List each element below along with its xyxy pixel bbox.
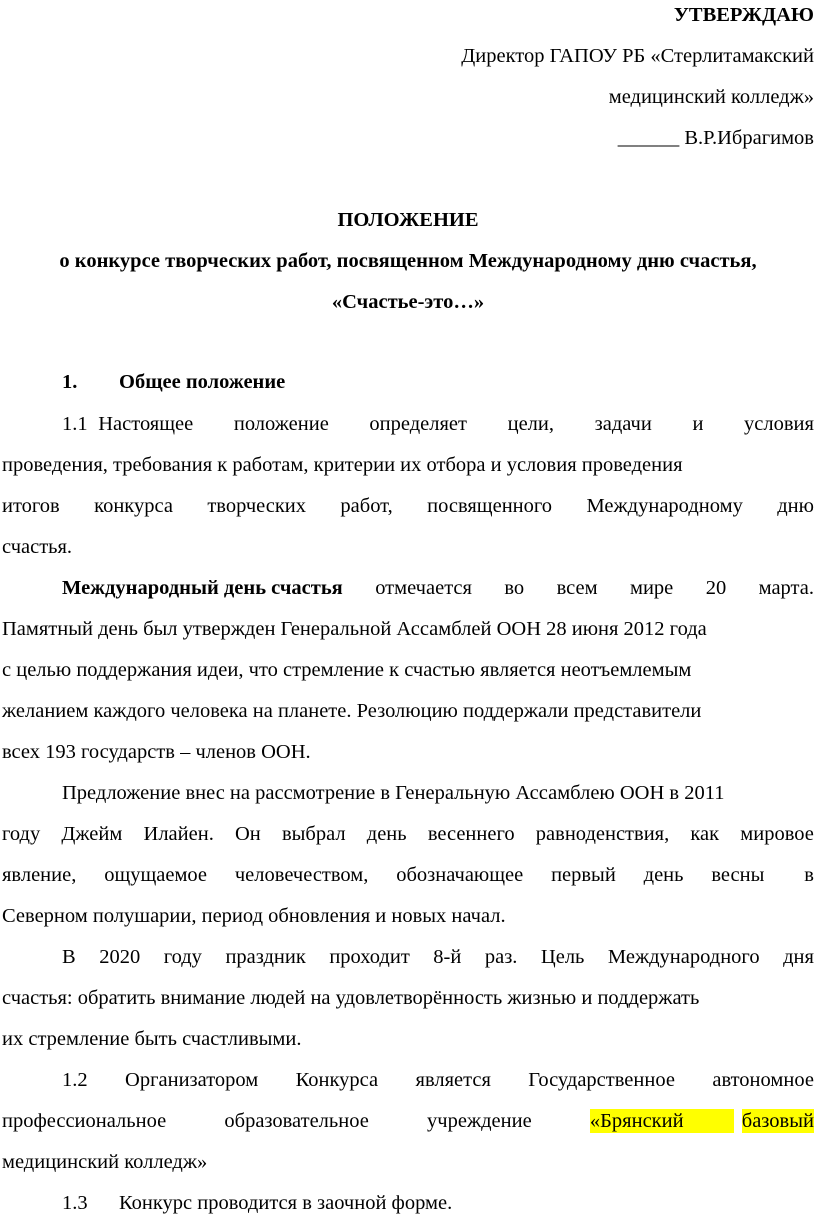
- pB-line-1: Предложение внес на рассмотрение в Генеральную Ассамблею ООН в 2011: [62, 782, 725, 804]
- word: ощущаемое: [104, 864, 208, 886]
- p12-line-2: [2, 1109, 814, 1133]
- word: 20: [705, 577, 727, 599]
- document-subtitle-2: «Счастье-это…»: [331, 291, 485, 313]
- word: всем: [556, 577, 598, 599]
- word: Настоящее: [98, 413, 194, 435]
- word: 2020: [99, 946, 141, 968]
- pC-line-1: [62, 945, 814, 969]
- word: Конкурса: [295, 1069, 379, 1091]
- word: творческих: [207, 495, 307, 517]
- word: день: [643, 864, 684, 886]
- word: автономное: [712, 1069, 814, 1091]
- signature-blank: ______: [617, 127, 680, 149]
- pA-line-1: [62, 576, 814, 600]
- word: в: [804, 864, 814, 886]
- word: равноденствия,: [535, 823, 670, 845]
- pC-line-3: их стремление быть счастливыми.: [2, 1028, 302, 1050]
- pB-line-2: [2, 822, 814, 846]
- pB-line-4: Северном полушарии, период обновления и новых начал.: [2, 905, 506, 927]
- p11-line-3: [2, 494, 814, 518]
- pA-line-3: с целью поддержания идеи, что стремление к счастью является неотъемлемым: [2, 659, 692, 681]
- word: Организатором: [125, 1069, 259, 1091]
- word: работ,: [340, 495, 393, 517]
- word: определяет: [369, 413, 467, 435]
- word: базовый: [741, 1110, 814, 1132]
- word: мировое: [740, 823, 814, 845]
- pA-line-2: Памятный день был утвержден Генеральной Ассамблей ООН 28 июня 2012 года: [2, 618, 707, 640]
- word: праздник: [225, 946, 306, 968]
- word: отмечается: [375, 577, 472, 599]
- word: первый: [551, 864, 616, 886]
- pA-line-5: всех 193 государств – членов ООН.: [2, 741, 311, 763]
- p11-line-4: счастья.: [2, 536, 73, 558]
- word: итогов: [2, 495, 60, 517]
- word: В: [62, 946, 76, 968]
- document-title: ПОЛОЖЕНИЕ: [337, 209, 479, 231]
- word: Он: [235, 823, 261, 845]
- p12-line-3: медицинский колледж»: [2, 1151, 208, 1173]
- word: является: [415, 1069, 491, 1091]
- word: дня: [783, 946, 814, 968]
- word: Джейм: [61, 823, 123, 845]
- word: Государственное: [528, 1069, 675, 1091]
- word: цели,: [507, 413, 554, 435]
- word: мире: [629, 577, 674, 599]
- pC-line-2: счастья: обратить внимание людей на удовлетворённость жизнью и поддержать: [2, 987, 700, 1009]
- highlighted-org-name-2: [742, 1109, 814, 1133]
- section-number: 1.: [62, 371, 78, 393]
- word: году: [163, 946, 202, 968]
- p12-line-1: [62, 1068, 814, 1092]
- p12-number: 1.2: [62, 1069, 88, 1091]
- word: весны: [711, 864, 765, 886]
- word: положение: [233, 413, 329, 435]
- word: конкурса: [94, 495, 173, 517]
- p11-number: 1.1: [62, 413, 88, 435]
- word: выбрал: [281, 823, 346, 845]
- word: учреждение: [427, 1110, 532, 1132]
- word: человечеством,: [234, 864, 369, 886]
- document-subtitle-1: о конкурсе творческих работ, посвященном Международному дню счастья,: [59, 250, 757, 272]
- word: году: [2, 823, 41, 845]
- signature-name: В.Р.Ибрагимов: [684, 127, 814, 149]
- word: раз.: [484, 946, 518, 968]
- word: профессиональное: [2, 1110, 167, 1132]
- signature-line: [618, 126, 814, 150]
- word: образовательное: [224, 1110, 369, 1132]
- word: посвященного: [427, 495, 553, 517]
- word: проходит: [329, 946, 410, 968]
- pA-line-4: желанием каждого человека на планете. Резолюцию поддержали представители: [2, 700, 702, 722]
- p13-text: Конкурс проводится в заочной форме.: [119, 1192, 453, 1214]
- p11-line-1: [62, 412, 814, 436]
- word: 8-й: [433, 946, 462, 968]
- word: задачи: [594, 413, 652, 435]
- word: во: [504, 577, 525, 599]
- word: Международному: [586, 495, 743, 517]
- approval-heading: УТВЕРЖДАЮ: [673, 4, 814, 26]
- word: марта.: [758, 577, 814, 599]
- word: «Брянский: [589, 1110, 684, 1132]
- word: как: [690, 823, 720, 845]
- word: условия: [744, 413, 814, 435]
- pB-line-3: [2, 863, 814, 887]
- word: Илайен.: [143, 823, 214, 845]
- director-line-1: Директор ГАПОУ РБ «Стерлитамакский: [461, 45, 814, 67]
- p11-line-2: проведения, требования к работам, критерии их отбора и условия проведения: [2, 454, 683, 476]
- word: и: [692, 413, 704, 435]
- word: Международного: [607, 946, 760, 968]
- director-line-2: медицинский колледж»: [608, 86, 814, 108]
- word: дню: [777, 495, 814, 517]
- word: явление,: [2, 864, 77, 886]
- word: день: [366, 823, 407, 845]
- section-heading: Общее положение: [119, 371, 286, 393]
- highlighted-org-name: [590, 1109, 734, 1133]
- p13-number: 1.3: [62, 1192, 88, 1214]
- word: Цель: [540, 946, 585, 968]
- word: весеннего: [427, 823, 515, 845]
- word: обозначающее: [396, 864, 524, 886]
- pA-bold-term: Международный день счастья: [62, 577, 343, 599]
